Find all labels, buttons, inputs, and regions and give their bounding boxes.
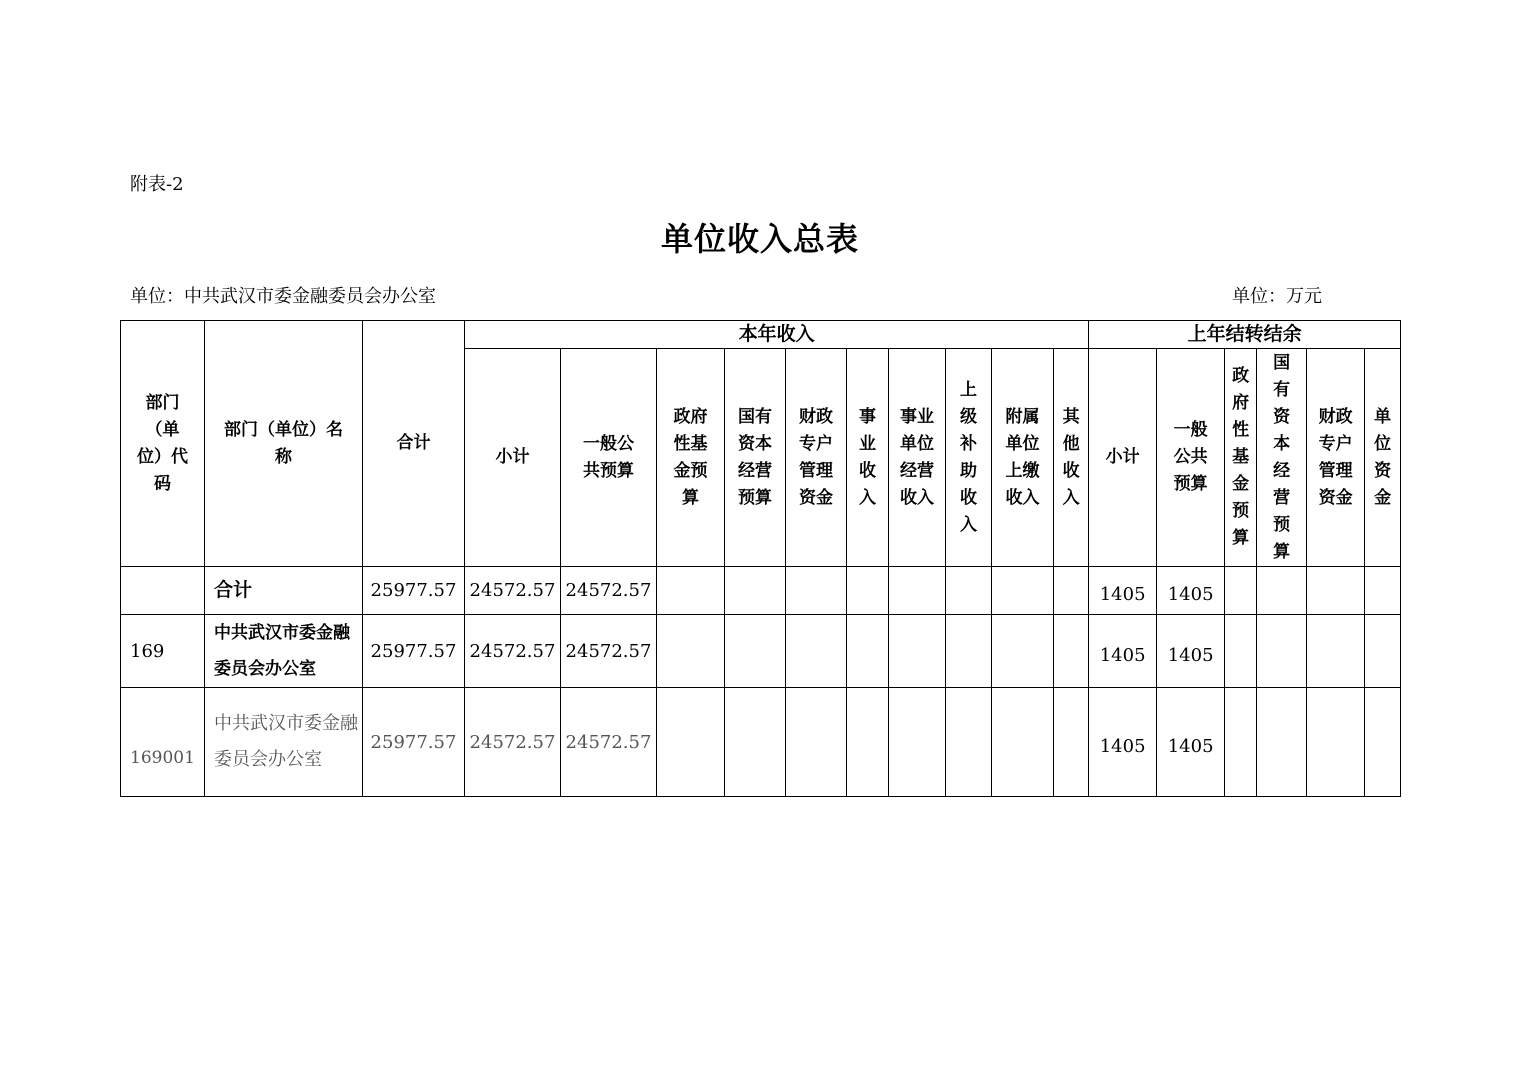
row-cy-general: 24572.57 [561,688,657,797]
row-total: 25977.57 [363,615,465,688]
row-cy-subtotal: 24572.57 [465,688,561,797]
row-cy-subtotal: 24572.57 [465,567,561,615]
income-table [120,320,1401,797]
row-co-subtotal: 1405 [1089,567,1157,615]
header-cy-gov-fund: 政府性基金预算 [657,349,725,567]
row-total: 25977.57 [363,688,465,797]
header-current-year-income: 本年收入 [465,321,1089,349]
header-dept-name: 部门（单位）名称 [205,321,363,567]
header-co-subtotal: 小计 [1089,349,1157,567]
row-name: 合计 [205,567,363,615]
header-cy-state-capital: 国有资本经营预算 [725,349,786,567]
row-cy-general: 24572.57 [561,567,657,615]
header-cy-other-income: 其他收入 [1054,349,1089,567]
currency-label: 单位：万元 [1232,286,1322,307]
row-name: 中共武汉市委金融委员会办公室 [205,615,363,688]
header-cy-special-account: 财政专户管理资金 [786,349,847,567]
header-co-state-capital: 国有资本经营预算 [1257,349,1307,567]
row-cy-general: 24572.57 [561,615,657,688]
table-row [121,567,1401,615]
header-co-special-account: 财政专户管理资金 [1307,349,1365,567]
header-co-unit-funds: 单位资金 [1365,349,1401,567]
row-code: 169 [121,615,205,688]
header-cy-subtotal: 小计 [465,349,561,567]
row-name: 中共武汉市委金融委员会办公室 [205,688,363,797]
row-total: 25977.57 [363,567,465,615]
header-total: 合计 [363,321,465,567]
row-co-subtotal: 1405 [1089,688,1157,797]
table-row [121,688,1401,797]
row-code [121,567,205,615]
row-code: 169001 [121,688,205,797]
row-co-general: 1405 [1157,688,1225,797]
header-cy-general-budget: 一般公共预算 [561,349,657,567]
header-dept-code: 部门（单位）代码 [121,321,205,567]
page-title: 单位收入总表 [660,220,859,258]
header-cy-operating-income: 事业单位经营收入 [889,349,946,567]
header-co-gov-fund: 政府性基金预算 [1225,349,1257,567]
annex-label: 附表-2 [130,174,184,195]
unit-label: 单位：中共武汉市委金融委员会办公室 [130,286,436,307]
header-co-general-budget: 一般公共预算 [1157,349,1225,567]
header-cy-affiliated-income: 附属单位上缴收入 [992,349,1054,567]
row-cy-subtotal: 24572.57 [465,615,561,688]
table-row [121,615,1401,688]
header-cy-superior-subsidy: 上级补助收入 [946,349,992,567]
header-cy-business-income: 事业收入 [847,349,889,567]
header-carryover: 上年结转结余 [1089,321,1401,349]
row-co-general: 1405 [1157,567,1225,615]
row-co-subtotal: 1405 [1089,615,1157,688]
row-co-general: 1405 [1157,615,1225,688]
